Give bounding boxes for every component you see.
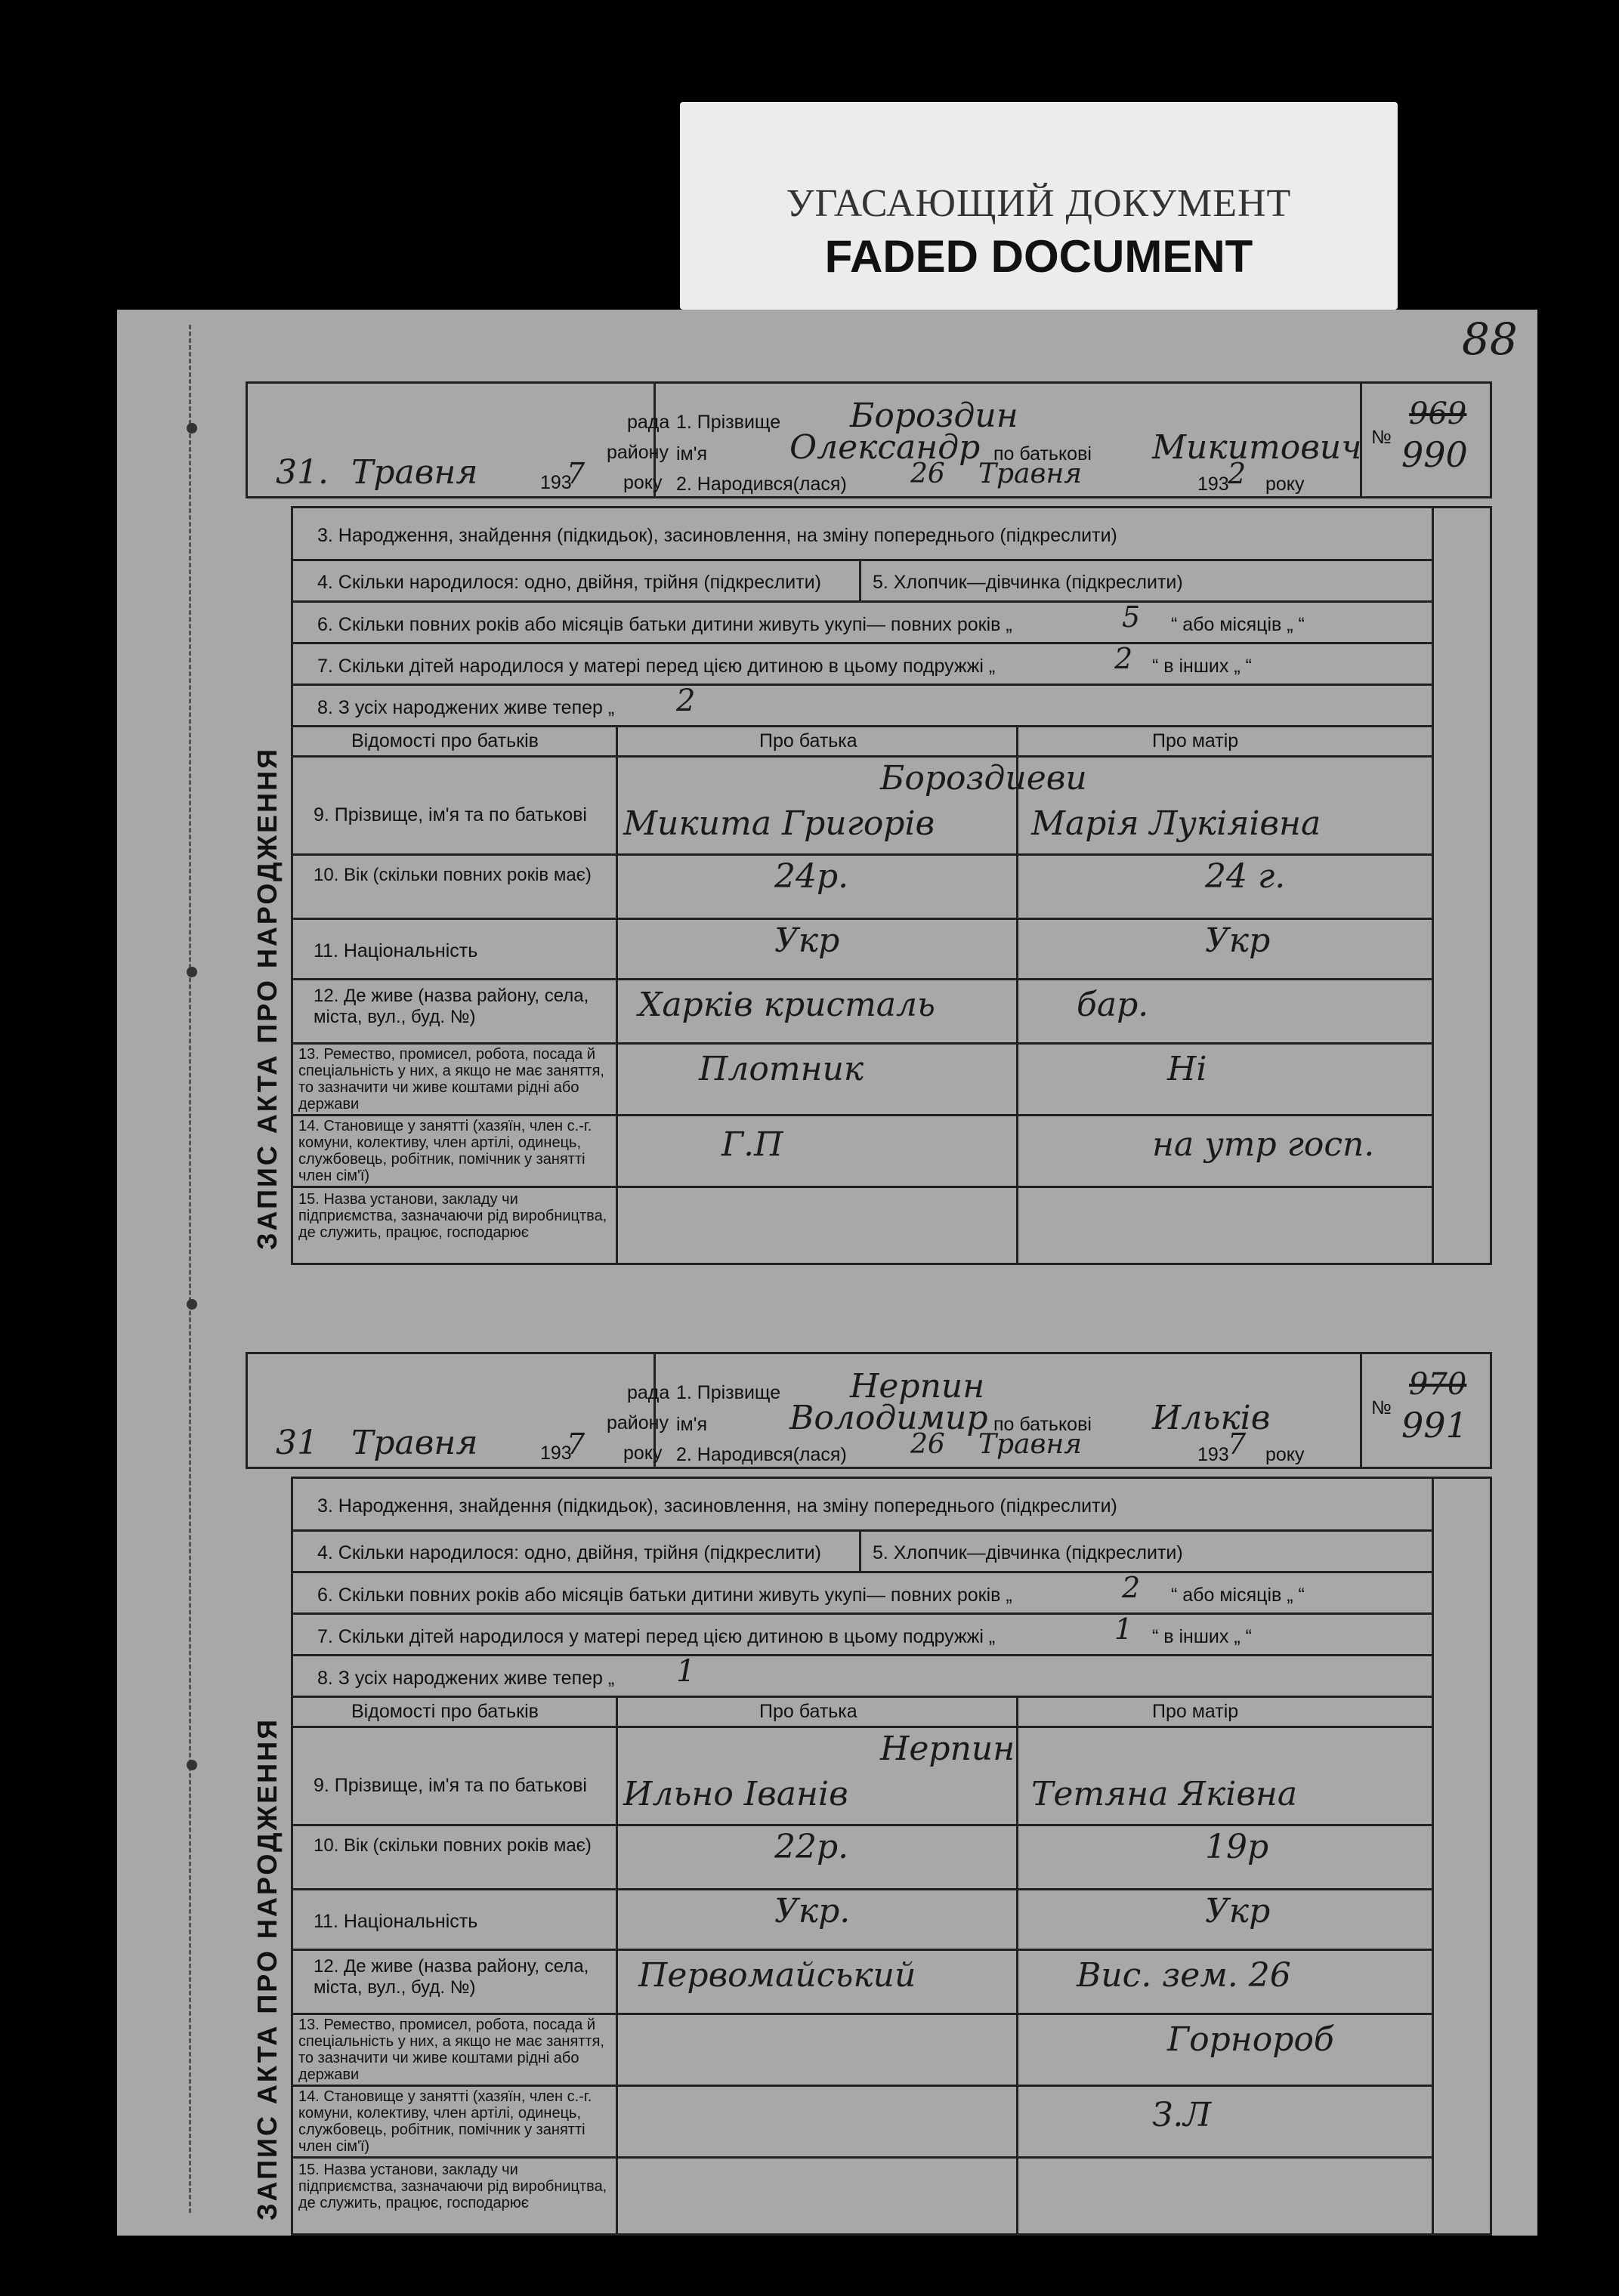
row8-text: 8. З усіх народжених живе тепер „	[317, 697, 615, 718]
birth-record-2	[246, 1352, 1492, 2236]
table-rule	[291, 755, 1432, 758]
binding-hole	[187, 1760, 197, 1770]
children-alive: 1	[676, 1654, 696, 1689]
row7-tail-text: “ в інших „ “	[1152, 1626, 1252, 1647]
first-name: Олександр	[789, 428, 981, 467]
row5-text: 5. Хлопчик—дівчинка (підкреслити)	[873, 1542, 1183, 1563]
row12-text: 12. Де живе (назва району, села, міста, вул., буд. №)	[314, 986, 589, 1027]
binding-hole	[187, 1299, 197, 1310]
years-together: 5	[1122, 600, 1141, 634]
registration-month: Травня	[351, 453, 478, 492]
roku-text: року	[1265, 474, 1305, 495]
father-address: Первомайський	[638, 1956, 916, 1995]
table-rule	[291, 1654, 1432, 1656]
table-rule	[291, 684, 1432, 686]
year-prefix-text: 193	[540, 1443, 572, 1464]
table-rule	[291, 1824, 1432, 1826]
table-rule	[291, 1949, 1432, 1951]
row15-text: 15. Назва установи, закладу чи підприємства, зазначаючи рід виробництва, де служить, працює, господарює	[298, 1191, 607, 1241]
first-name: Володимир	[789, 1399, 988, 1437]
record-number: 991	[1401, 1405, 1468, 1446]
raionu-text: району	[607, 442, 669, 463]
rada-text: рада	[627, 412, 670, 433]
table-rule	[291, 1186, 1432, 1188]
table-rule	[291, 600, 1432, 603]
table-rule	[291, 853, 1432, 856]
row6-tail-text: “ або місяців „ “	[1171, 614, 1305, 635]
children-before: 2	[1114, 642, 1133, 675]
table-rule	[291, 1571, 1432, 1573]
parents-surname: Бороздиеви	[880, 759, 1087, 798]
year-prefix-text: 193	[1197, 474, 1229, 495]
col-father-text: Про батька	[759, 730, 857, 751]
surname-label-text: 1. Прізвище	[676, 1382, 781, 1403]
row14-text: 14. Становище у занятті (хазяїн, член с.-г. комуни, колективу, член артілі, одинець, службовець, робітник, помічник у занятті член сім'ї)	[298, 1118, 592, 1184]
mother-address: Вис. зем. 26	[1077, 1956, 1291, 1995]
born-label-text: 2. Народився(лася)	[676, 474, 847, 495]
record-number-old: 970	[1409, 1367, 1467, 1402]
table-rule	[291, 1726, 1432, 1728]
birth-day: 26	[910, 458, 945, 489]
birth-year: 7	[1228, 1427, 1247, 1461]
label-ru: УГАСАЮЩИЙ ДОКУМЕНТ	[786, 182, 1292, 225]
father-age: 24р.	[774, 857, 849, 896]
table-rule	[291, 2156, 1432, 2159]
birth-month: Травня	[978, 1429, 1083, 1460]
mother-name: Тетяна Яківна	[1031, 1775, 1298, 1813]
faded-document-label	[680, 102, 1398, 310]
table-rule	[291, 1888, 1432, 1890]
birth-day: 26	[910, 1429, 945, 1460]
mother-occupation: Горнороб	[1167, 2020, 1334, 2059]
patronymic-label-text: по батькові	[993, 1414, 1092, 1435]
row3-text: 3. Народження, знайдення (підкидьок), засиновлення, на зміну попереднього (підкреслити)	[317, 525, 1117, 546]
record-number: 990	[1401, 434, 1468, 475]
name-label-text: ім'я	[676, 1414, 708, 1435]
row6-tail-text: “ або місяців „ “	[1171, 1585, 1305, 1606]
father-nationality: Укр.	[774, 1892, 851, 1930]
table-rule	[291, 559, 1432, 561]
surname: Бороздин	[850, 397, 1018, 435]
row11-text: 11. Національність	[314, 940, 478, 961]
table-rule	[1432, 506, 1434, 1265]
row8-text: 8. З усіх народжених живе тепер „	[317, 1668, 615, 1689]
registration-month: Травня	[351, 1424, 478, 1462]
no-label-text: №	[1371, 427, 1392, 448]
patronymic-label-text: по батькові	[993, 443, 1092, 464]
row6-text: 6. Скільки повних років або місяців батьки дитини живуть укупі— повних років „	[317, 614, 1012, 635]
binding-hole	[187, 967, 197, 977]
roku-text: року	[1265, 1444, 1305, 1465]
col-info-text: Відомості про батьків	[351, 730, 539, 751]
mother-occupation: Ні	[1167, 1050, 1207, 1088]
table-rule	[1432, 1477, 1434, 2236]
father-address: Харків кристаль	[638, 986, 936, 1024]
name-label-text: ім'я	[676, 443, 708, 464]
table-rule	[291, 1529, 1432, 1532]
table-rule	[616, 1696, 618, 2236]
row9-text: 9. Прізвище, ім'я та по батькові	[314, 804, 587, 826]
year-prefix-text: 193	[540, 472, 572, 493]
table-rule	[291, 725, 1432, 727]
row4-text: 4. Скільки народилося: одно, двійня, трійня (підкреслити)	[317, 572, 821, 593]
table-rule	[291, 1042, 1432, 1045]
row14-text: 14. Становище у занятті (хазяїн, член с.-г. комуни, колективу, член артілі, одинець, службовець, робітник, помічник у занятті член сім'ї)	[298, 2088, 592, 2155]
table-rule	[291, 978, 1432, 980]
roku-text: року	[623, 1443, 663, 1464]
mother-position: на утр госп.	[1152, 1125, 1375, 1164]
year-prefix-text: 193	[1197, 1444, 1229, 1465]
patronymic: Ильків	[1152, 1399, 1271, 1437]
birth-record-1	[246, 381, 1492, 1265]
table-rule	[291, 1612, 1432, 1615]
col-mother-text: Про матір	[1152, 1701, 1239, 1722]
mother-age: 24 г.	[1205, 857, 1286, 896]
registration-day: 31	[276, 1424, 318, 1462]
row4-text: 4. Скільки народилося: одно, двійня, трійня (підкреслити)	[317, 1542, 821, 1563]
row11-text: 11. Національність	[314, 1911, 478, 1932]
table-rule	[291, 642, 1432, 644]
patronymic: Микитович	[1152, 428, 1362, 467]
mother-name: Марія Лукіяівна	[1031, 804, 1321, 843]
table-rule	[291, 1696, 1432, 1698]
children-before: 1	[1114, 1612, 1133, 1646]
table-rule	[859, 559, 861, 600]
col-mother-text: Про матір	[1152, 730, 1239, 751]
row9-text: 9. Прізвище, ім'я та по батькові	[314, 1775, 587, 1796]
registration-year: 7	[567, 1427, 585, 1461]
section-title: ЗАПИС АКТА ПРО НАРОДЖЕННЯ	[252, 747, 283, 1250]
fold-line	[189, 325, 191, 2213]
row6-text: 6. Скільки повних років або місяців батьки дитини живуть укупі— повних років „	[317, 1585, 1012, 1606]
table-rule	[1016, 1696, 1018, 2236]
mother-age: 19р	[1205, 1828, 1269, 1866]
years-together: 2	[1122, 1571, 1141, 1604]
row10-text: 10. Вік (скільки повних років має)	[314, 865, 592, 885]
raionu-text: району	[607, 1412, 669, 1433]
birth-month: Травня	[978, 458, 1083, 489]
birth-year: 2	[1228, 457, 1247, 490]
col-father-text: Про батька	[759, 1701, 857, 1722]
mother-position: З.Л	[1152, 2096, 1212, 2134]
table-rule	[1016, 725, 1018, 1265]
table-rule	[1360, 1352, 1362, 1469]
section-title: ЗАПИС АКТА ПРО НАРОДЖЕННЯ	[252, 1717, 283, 2220]
row7-text: 7. Скільки дітей народилося у матері перед цією дитиною в цьому подружжі „	[317, 656, 996, 677]
table-rule	[291, 918, 1432, 920]
father-name: Ильно Іванів	[623, 1775, 848, 1813]
roku-text: року	[623, 472, 663, 493]
surname: Нерпин	[850, 1367, 985, 1406]
page-number: 88	[1462, 313, 1518, 365]
binding-hole	[187, 423, 197, 434]
mother-address: бар.	[1077, 986, 1149, 1024]
parents-surname: Нерпин	[880, 1730, 1015, 1768]
table-rule	[616, 725, 618, 1265]
table-rule	[291, 2013, 1432, 2015]
row5-text: 5. Хлопчик—дівчинка (підкреслити)	[873, 572, 1183, 593]
row13-text: 13. Ремество, промисел, робота, посада й спеціальність у них, а якщо не має заняття, то зазначити чи живе коштами рідні або держави	[298, 2017, 604, 2083]
mother-nationality: Укр	[1205, 1892, 1271, 1930]
rada-text: рада	[627, 1382, 670, 1403]
record-number-old: 969	[1409, 397, 1467, 431]
children-alive: 2	[676, 684, 696, 718]
registration-year: 7	[567, 457, 585, 490]
col-info-text: Відомості про батьків	[351, 1701, 539, 1722]
row3-text: 3. Народження, знайдення (підкидьок), засиновлення, на зміну попереднього (підкреслити)	[317, 1495, 1117, 1517]
row15-text: 15. Назва установи, закладу чи підприємства, зазначаючи рід виробництва, де служить, працює, господарює	[298, 2162, 607, 2211]
father-occupation: Плотник	[699, 1050, 864, 1088]
table-rule	[291, 1114, 1432, 1116]
mother-nationality: Укр	[1205, 921, 1271, 960]
label-en: FADED DOCUMENT	[824, 231, 1253, 282]
table-rule	[859, 1529, 861, 1571]
table-rule	[291, 2085, 1432, 2087]
father-nationality: Укр	[774, 921, 840, 960]
row13-text: 13. Ремество, промисел, робота, посада й спеціальність у них, а якщо не має заняття, то зазначити чи живе коштами рідні або держави	[298, 1046, 604, 1113]
father-age: 22р.	[774, 1828, 849, 1866]
surname-label-text: 1. Прізвище	[676, 412, 781, 433]
row12-text: 12. Де живе (назва району, села, міста, вул., буд. №)	[314, 1956, 589, 1998]
father-position: Г.П	[721, 1125, 783, 1164]
row7-tail-text: “ в інших „ “	[1152, 656, 1252, 677]
row10-text: 10. Вік (скільки повних років має)	[314, 1835, 592, 1856]
father-name: Микита Григорів	[623, 804, 935, 843]
no-label-text: №	[1371, 1397, 1392, 1418]
born-label-text: 2. Народився(лася)	[676, 1444, 847, 1465]
registration-day: 31.	[276, 453, 329, 492]
row7-text: 7. Скільки дітей народилося у матері перед цією дитиною в цьому подружжі „	[317, 1626, 996, 1647]
